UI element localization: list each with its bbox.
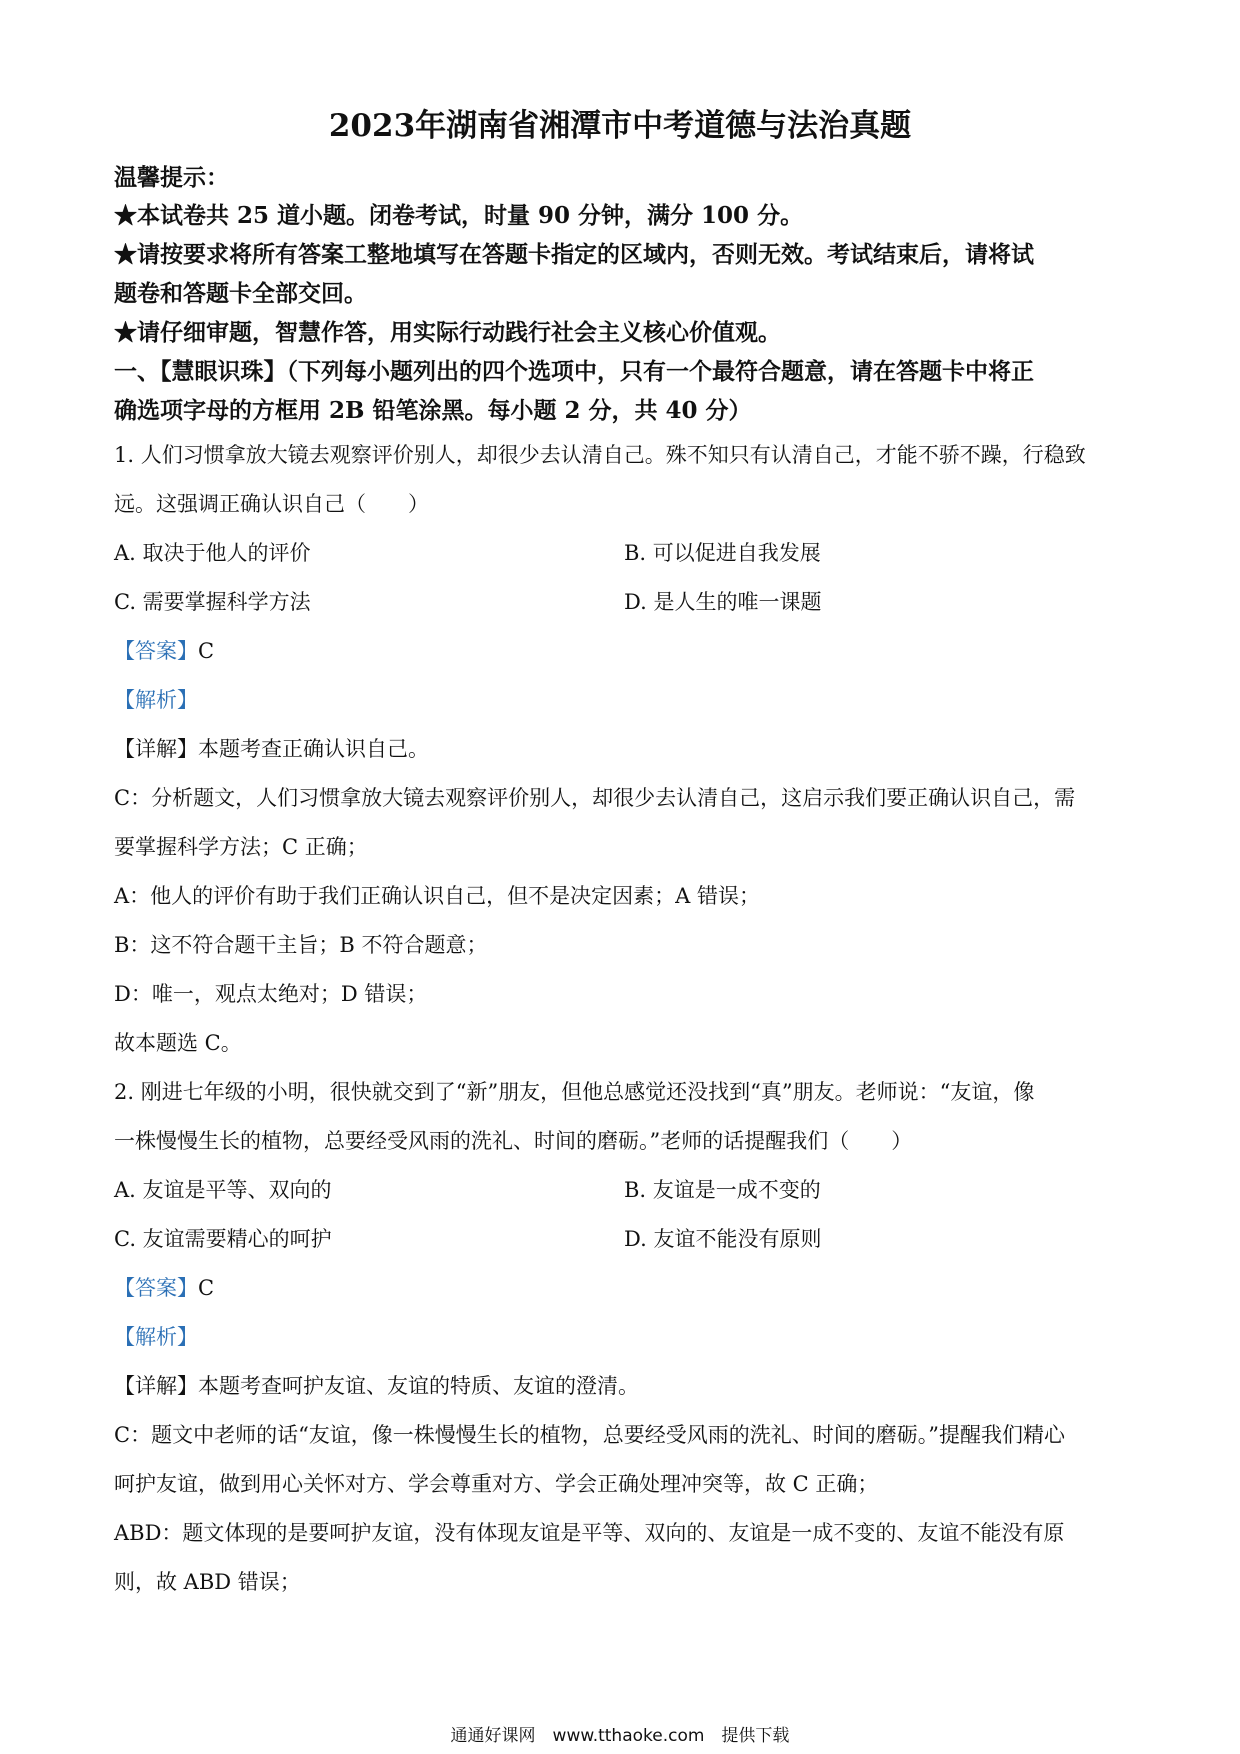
q2-detail-line	[114, 1371, 1134, 1401]
q2-option-a: A. 友谊是平等、双向的	[114, 1178, 332, 1202]
page-footer: 通通好课网 www.tthaoke.com 提供下载	[450, 1726, 790, 1746]
q1-conclusion-line: 故本题选 C。	[114, 1031, 242, 1055]
q1-explanation-line-5: D：唯一，观点太绝对；D 错误；	[114, 982, 428, 1006]
tip-line-1: ★本试卷共 25 道小题。闭卷考试，时量 90 分钟，满分 100 分。	[114, 202, 804, 229]
q1-answer-label: 【答案】	[114, 639, 198, 663]
q1-detail-label: 【详解】	[114, 737, 198, 761]
q2-option-b: B. 友谊是一成不变的	[624, 1178, 821, 1202]
q2-analysis-label: 【解析】	[114, 1325, 198, 1349]
q1-explanation-line-4: B：这不符合题干主旨；B 不符合题意；	[114, 933, 488, 957]
q1-answer-value: C	[198, 639, 215, 663]
q1-explanation-line-1: C：分析题文，人们习惯拿放大镜去观察评价别人，却很少去认清自己，这启示我们要正确认识自己，需	[114, 786, 1076, 810]
section-heading-line-1: 一、【慧眼识珠】（下列每小题列出的四个选项中，只有一个最符合题意，请在答题卡中将正	[114, 358, 1034, 385]
page-title: 2023年湖南省湘潭市中考道德与法治真题	[328, 108, 912, 144]
q2-stem-line-1: 2. 刚进七年级的小明，很快就交到了“新”朋友，但他总感觉还没找到“真”朋友。老师说：“友谊，像	[114, 1080, 1035, 1104]
tip-line-4: ★请仔细审题，智慧作答，用实际行动践行社会主义核心价值观。	[114, 319, 781, 346]
q1-option-b: B. 可以促进自我发展	[624, 541, 821, 565]
q2-explanation-line-2: 呵护友谊，做到用心关怀对方、学会尊重对方、学会正确处理冲突等，故 C 正确；	[114, 1472, 879, 1496]
q1-explanation-line-3: A：他人的评价有助于我们正确认识自己，但不是决定因素；A 错误；	[114, 884, 761, 908]
q1-option-d: D. 是人生的唯一课题	[624, 590, 822, 614]
q2-detail-label: 【详解】	[114, 1374, 198, 1398]
q1-detail-text: 本题考查正确认识自己。	[198, 737, 429, 761]
q2-answer-value: C	[198, 1276, 215, 1300]
q1-answer-line	[114, 636, 1134, 666]
q2-explanation-line-3: ABD：题文体现的是要呵护友谊，没有体现友谊是平等、双向的、友谊是一成不变的、友谊不能没有原	[114, 1521, 1065, 1545]
q2-answer-line	[114, 1273, 1134, 1303]
section-heading-line-2: 确选项字母的方框用 2B 铅笔涂黑。每小题 2 分，共 40 分）	[114, 397, 752, 424]
q1-explanation-line-2: 要掌握科学方法；C 正确；	[114, 835, 368, 859]
q2-option-d: D. 友谊不能没有原则	[624, 1227, 822, 1251]
tip-line-3: 题卷和答题卡全部交回。	[114, 280, 367, 307]
q1-detail-line	[114, 734, 1134, 764]
q2-explanation-line-4: 则，故 ABD 错误；	[114, 1570, 301, 1594]
q1-stem-line-1: 1. 人们习惯拿放大镜去观察评价别人，却很少去认清自己。殊不知只有认清自己，才能不骄不躁，行稳致	[114, 443, 1086, 467]
q1-option-a: A. 取决于他人的评价	[114, 541, 311, 565]
q2-option-c: C. 友谊需要精心的呵护	[114, 1227, 332, 1251]
q2-detail-text: 本题考查呵护友谊、友谊的特质、友谊的澄清。	[198, 1374, 639, 1398]
q1-stem-line-2: 远。这强调正确认识自己（ ）	[114, 492, 429, 516]
q1-option-c: C. 需要掌握科学方法	[114, 590, 311, 614]
q2-stem-line-2: 一株慢慢生长的植物，总要经受风雨的洗礼、时间的磨砺。”老师的话提醒我们（ ）	[114, 1129, 913, 1153]
q2-explanation-line-1: C：题文中老师的话“友谊，像一株慢慢生长的植物，总要经受风雨的洗礼、时间的磨砺。”提醒我们精心	[114, 1423, 1066, 1447]
q1-analysis-label: 【解析】	[114, 688, 198, 712]
tips-heading: 温馨提示：	[114, 164, 229, 191]
q2-answer-label: 【答案】	[114, 1276, 198, 1300]
tip-line-2: ★请按要求将所有答案工整地填写在答题卡指定的区域内，否则无效。考试结束后，请将试	[114, 241, 1034, 268]
